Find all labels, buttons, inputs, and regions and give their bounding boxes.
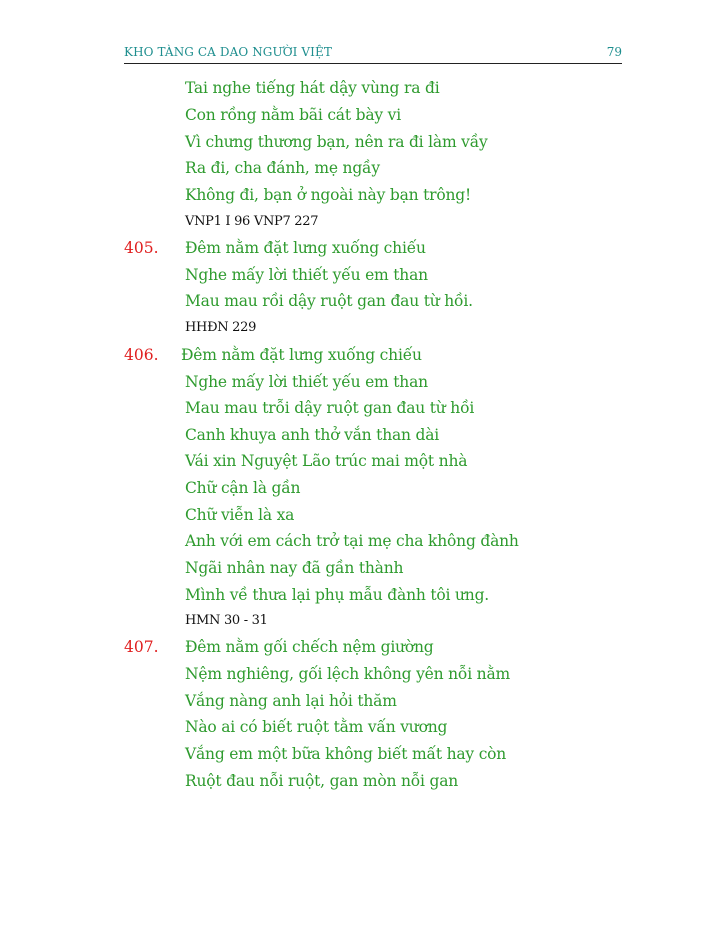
- verse-line: Chữ viễn là xa: [185, 506, 295, 524]
- verse-line: Ra đi, cha đánh, mẹ ngầy: [185, 159, 380, 177]
- verse-line: Anh với em cách trở tại mẹ cha không đành: [185, 532, 519, 550]
- verse-line: Nghe mấy lời thiết yếu em than: [185, 266, 428, 284]
- verse-line: Chữ cận là gần: [185, 479, 301, 497]
- entry-number: 406.: [124, 346, 159, 364]
- verse-line: Ngãi nhân nay đã gần thành: [185, 559, 404, 577]
- verse-line: Tai nghe tiếng hát dậy vùng ra đi: [185, 79, 440, 97]
- verse-line: Vái xin Nguyệt Lão trúc mai một nhà: [185, 452, 468, 470]
- page-header: [124, 44, 622, 64]
- verse-line: Đêm nằm đặt lưng xuống chiếu: [185, 239, 426, 257]
- verse-line: Đêm nằm gối chếch nệm giường: [185, 638, 434, 656]
- verse-line: Nào ai có biết ruột tằm vấn vương: [185, 718, 448, 736]
- verse-line: Không đi, bạn ở ngoài này bạn trông!: [185, 186, 472, 204]
- verse-line: Ruột đau nỗi ruột, gan mòn nỗi gan: [185, 772, 459, 790]
- verse-line: Vì chưng thương bạn, nên ra đi làm vầy: [185, 133, 488, 151]
- source-reference: VNP1 I 96 VNP7 227: [185, 214, 319, 229]
- entry-number: 405.: [124, 239, 159, 257]
- page-number: 79: [606, 45, 622, 59]
- source-reference: HHĐN 229: [185, 320, 257, 335]
- verse-line: Nghe mấy lời thiết yếu em than: [185, 373, 428, 391]
- verse-line: Vắng em một bữa không biết mất hay còn: [185, 745, 507, 763]
- source-reference: HMN 30 - 31: [185, 613, 268, 628]
- verse-line: Đêm nằm đặt lưng xuống chiếu: [181, 346, 422, 364]
- entry-number: 407.: [124, 638, 159, 656]
- verse-line: Nệm nghiêng, gối lệch không yên nỗi nằm: [185, 665, 510, 683]
- verse-line: Canh khuya anh thở vắn than dài: [185, 426, 440, 444]
- verse-line: Mình về thưa lại phụ mẫu đành tôi ưng.: [185, 586, 490, 604]
- verse-line: Con rồng nằm bãi cát bày vi: [185, 106, 401, 124]
- book-title: KHO TÀNG CA DAO NGƯỜI VIỆT: [124, 45, 332, 59]
- verse-line: Mau mau trỗi dậy ruột gan đau từ hồi: [185, 399, 475, 417]
- verse-line: Mau mau rồi dậy ruột gan đau từ hồi.: [185, 292, 473, 310]
- verse-line: Vắng nàng anh lại hỏi thăm: [185, 692, 397, 710]
